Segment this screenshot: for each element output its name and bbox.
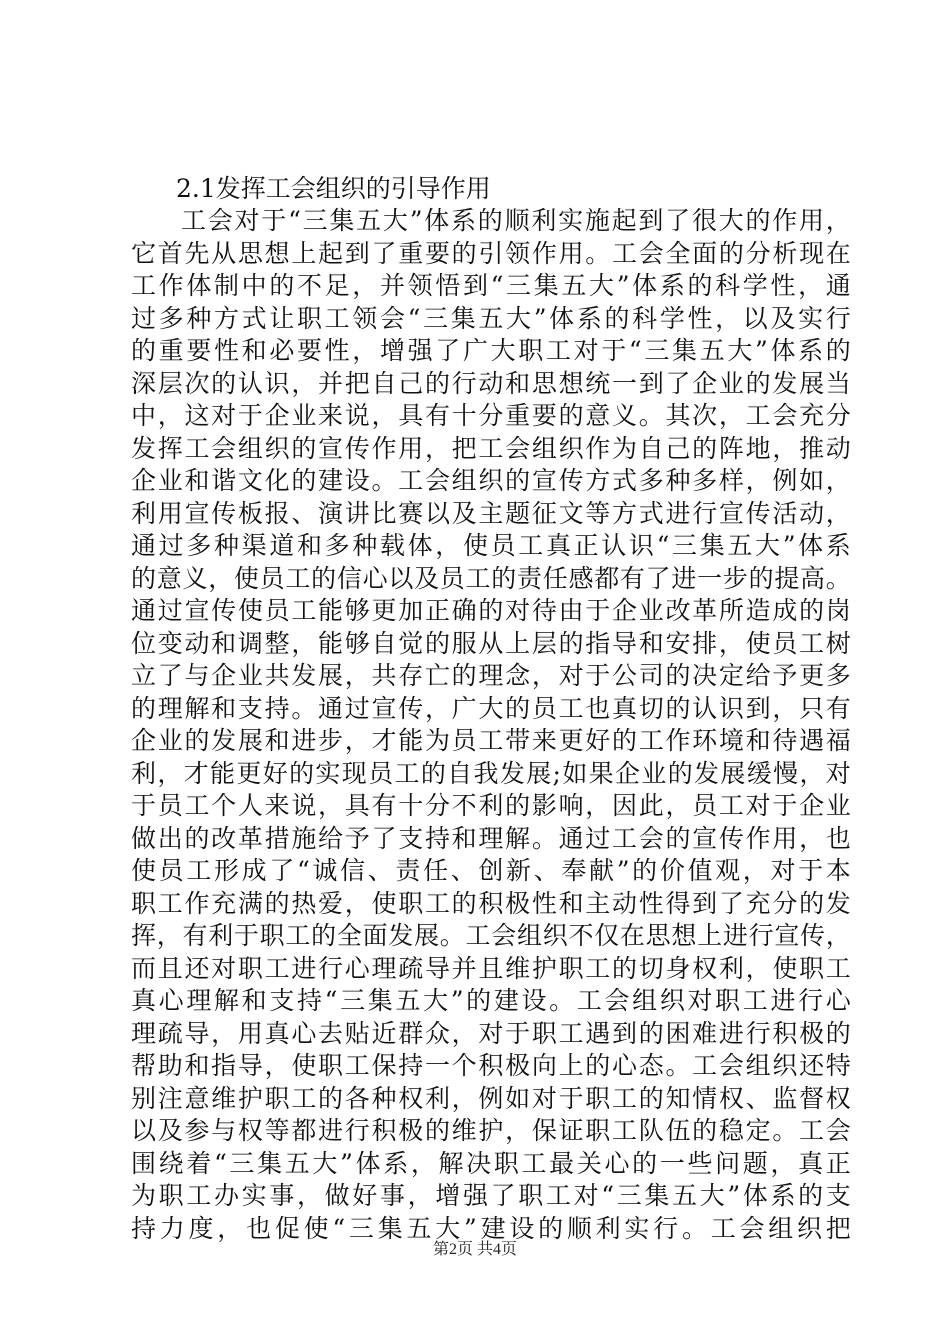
body-line: 利用宣传板报、演讲比赛以及主题征文等方式进行宣传活动， (131, 498, 851, 528)
body-line: 工会对于“三集五大”体系的顺利实施起到了很大的作用， (181, 206, 851, 235)
body-line: 企业和谐文化的建设。工会组织的宣传方式多种多样，例如， (131, 466, 851, 495)
body-line: 而且还对职工进行心理疏导并且维护职工的切身权利，使职工 (131, 953, 851, 983)
body-line: 它首先从思想上起到了重要的引领作用。工会全面的分析现在 (131, 238, 851, 268)
body-line: 别注意维护职工的各种权利，例如对于职工的知情权、监督权 (131, 1083, 851, 1113)
body-line: 帮助和指导，使职工保持一个积极向上的心态。工会组织还特 (131, 1051, 851, 1080)
body-line: 通过宣传使员工能够更加正确的对待由于企业改革所造成的岗 (131, 596, 851, 625)
body-line: 持力度，也促使“三集五大”建设的顺利实行。工会组织把 (131, 1213, 851, 1243)
body-line: 工作体制中的不足，并领悟到“三集五大”体系的科学性，通 (131, 271, 851, 300)
body-line: 使员工形成了“诚信、责任、创新、奉献”的价值观，对于本 (131, 856, 851, 885)
body-line: 理疏导，用真心去贴近群众，对于职工遇到的困难进行积极的 (131, 1018, 851, 1048)
body-line: 挥，有利于职工的全面发展。工会组织不仅在思想上进行宣传， (131, 921, 851, 950)
body-line: 做出的改革措施给予了支持和理解。通过工会的宣传作用，也 (131, 823, 851, 853)
body-line: 发挥工会组织的宣传作用，把工会组织作为自己的阵地，推动 (131, 433, 851, 463)
body-line: 位变动和调整，能够自觉的服从上层的指导和安排，使员工树 (131, 628, 851, 658)
page-footer: 第2页 共4页 (432, 1241, 517, 1258)
body-line: 的重要性和必要性，增强了广大职工对于“三集五大”体系的 (131, 336, 851, 365)
body-line: 过多种方式让职工领会“三集五大”体系的科学性，以及实行 (131, 303, 851, 333)
body-line: 职工作充满的热爱，使职工的积极性和主动性得到了充分的发 (131, 888, 851, 918)
body-line: 以及参与权等都进行积极的维护，保证职工队伍的稳定。工会 (131, 1116, 851, 1145)
body-line: 利，才能更好的实现员工的自我发展;如果企业的发展缓慢，对 (131, 758, 851, 788)
body-line: 真心理解和支持“三集五大”的建设。工会组织对职工进行心 (131, 986, 851, 1015)
body-line: 围绕着“三集五大”体系，解决职工最关心的一些问题，真正 (131, 1148, 851, 1178)
body-text (131, 205, 851, 1245)
body-line: 的意义，使员工的信心以及员工的责任感都有了进一步的提高。 (131, 563, 851, 593)
body-line: 通过多种渠道和多种载体，使员工真正认识“三集五大”体系 (131, 531, 851, 560)
body-line: 于员工个人来说，具有十分不利的影响，因此，员工对于企业 (131, 791, 851, 820)
body-line: 中，这对于企业来说，具有十分重要的意义。其次，工会充分 (131, 401, 851, 430)
section-heading: 2.1发挥工会组织的引导作用 (176, 174, 491, 203)
body-line: 为职工办实事，做好事，增强了职工对“三集五大”体系的支 (131, 1181, 851, 1210)
body-line: 的理解和支持。通过宣传，广大的员工也真切的认识到，只有 (131, 693, 851, 723)
body-line: 企业的发展和进步，才能为员工带来更好的工作环境和待遇福 (131, 726, 851, 755)
body-line: 深层次的认识，并把自己的行动和思想统一到了企业的发展当 (131, 368, 851, 398)
body-line: 立了与企业共发展，共存亡的理念，对于公司的决定给予更多 (131, 661, 851, 690)
